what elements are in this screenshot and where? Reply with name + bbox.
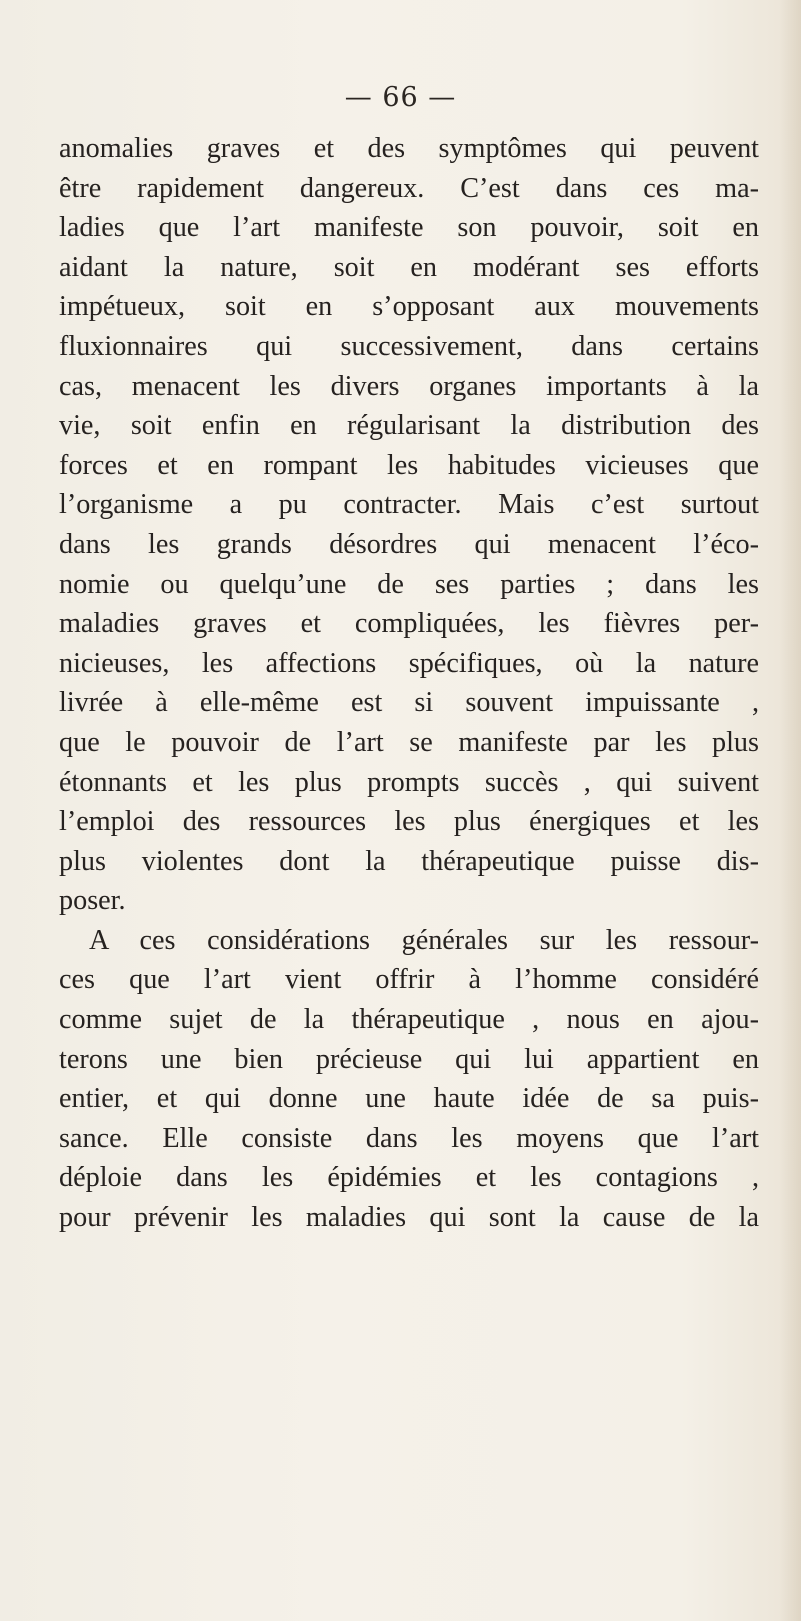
text-line: livrée à elle-même est si souvent impuissante ,: [59, 687, 759, 719]
page-edge-shadow: [779, 0, 801, 1621]
text-line: sance. Elle consiste dans les moyens que l’art: [59, 1122, 759, 1154]
text-line: ladies que l’art manifeste son pouvoir, soit en: [59, 212, 759, 244]
text-line: maladies graves et compliquées, les fièvres per-: [59, 608, 759, 640]
text-line: forces et en rompant les habitudes vicieuses que: [59, 449, 759, 481]
text-line: comme sujet de la thérapeutique , nous en ajou-: [59, 1004, 759, 1036]
text-line: l’organisme a pu contracter. Mais c’est surtout: [59, 489, 759, 521]
text-line: nicieuses, les affections spécifiques, où la nature: [59, 647, 759, 679]
text-line: ces que l’art vient offrir à l’homme considéré: [59, 964, 759, 996]
text-line: que le pouvoir de l’art se manifeste par les plus: [59, 726, 759, 758]
text-line: anomalies graves et des symptômes qui peuvent: [59, 133, 759, 164]
text-line: étonnants et les plus prompts succès , qui suivent: [59, 766, 759, 798]
text-line: A ces considérations générales sur les ressour-: [89, 924, 759, 956]
page-number: — 66 —: [344, 82, 457, 113]
text-line: dans les grands désordres qui menacent l’éco-: [59, 528, 759, 560]
text-line: l’emploi des ressources les plus énergiques et les: [59, 806, 759, 838]
text-line: cas, menacent les divers organes importants à la: [59, 370, 759, 402]
text-line: pour prévenir les maladies qui sont la cause de la: [59, 1202, 759, 1234]
text-line: poser.: [59, 885, 126, 917]
text-line: terons une bien précieuse qui lui appartient en: [59, 1043, 759, 1075]
text-line: vie, soit enfin en régularisant la distribution des: [59, 410, 759, 442]
text-line: entier, et qui donne une haute idée de sa puis-: [59, 1083, 759, 1115]
text-line: plus violentes dont la thérapeutique puisse dis-: [59, 845, 759, 877]
text-line: aidant la nature, soit en modérant ses efforts: [59, 251, 759, 283]
text-line: fluxionnaires qui successivement, dans certains: [59, 330, 759, 362]
text-line: nomie ou quelqu’une de ses parties ; dans les: [59, 568, 759, 600]
text-line: impétueux, soit en s’opposant aux mouvements: [59, 291, 759, 323]
body-text: [59, 129, 759, 1238]
text-line: être rapidement dangereux. C’est dans ces ma-: [59, 172, 759, 204]
text-line: déploie dans les épidémies et les contagions ,: [59, 1162, 759, 1194]
